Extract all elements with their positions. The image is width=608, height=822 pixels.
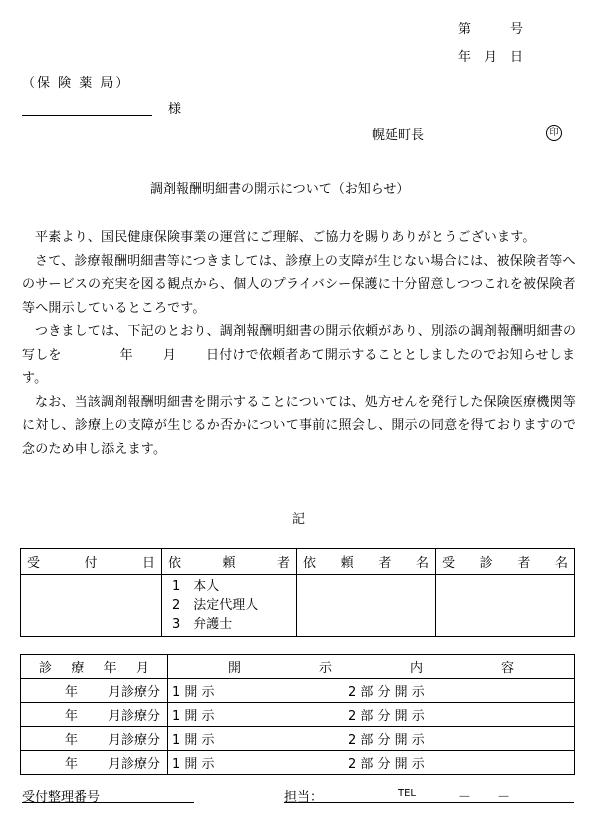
- seal-mark: 印: [546, 124, 562, 141]
- received-date-cell: [21, 575, 162, 637]
- addressee: （保 険 薬 局）: [22, 76, 131, 91]
- disclosure-table: [20, 654, 575, 775]
- person-in-charge-label: 担当：: [284, 790, 324, 805]
- honorific: 様: [168, 102, 182, 117]
- person-in-charge-line: [284, 802, 574, 803]
- document-title: 調剤報酬明細書の開示について（お知らせ）: [150, 182, 410, 197]
- header-disclosure-content: 開 示 内 容: [168, 655, 575, 679]
- requester-name-cell: [297, 575, 436, 637]
- header-treatment-month: 診 療 年 月: [21, 655, 168, 679]
- table-row: 年 月診療分 1 開 示 2 部 分 開 示: [21, 751, 575, 775]
- paragraph-3: つきましては、下記のとおり、調剤報酬明細書の開示依頼があり、別添の調剤報酬明細書の写しを 年 月 日付けで依頼者あて開示することとしましたのでお知らせします。: [22, 324, 577, 386]
- option-self: 1 本人: [172, 579, 220, 594]
- paragraph-2: さて、診療報酬明細書等につきましては、診療上の支障が生じない場合には、被保険者等へのサービスの充実を図る観点から、個人のプライバシー保護に十分留意しつつこれを被保険者等へ開示しているところです。: [22, 253, 576, 316]
- header-requester: 依 頼 者: [162, 549, 297, 575]
- table-row: 年 月診療分 1 開 示 2 部 分 開 示: [21, 679, 575, 703]
- header-patient-name: 受 診 者 名: [436, 549, 575, 575]
- option-legal-rep: 2 法定代理人: [172, 598, 259, 613]
- tel-dash: － －: [458, 790, 511, 805]
- body-text: [22, 226, 588, 461]
- table-row: 年 月診療分 1 開 示 2 部 分 開 示: [21, 703, 575, 727]
- receipt-number-label: 受付整理番号: [22, 790, 101, 805]
- document-date: 年 月 日: [458, 50, 524, 65]
- addressee-line: [22, 115, 152, 116]
- receipt-number-line: [22, 802, 194, 803]
- patient-name-cell: [436, 575, 575, 637]
- sender: 幌延町長: [372, 128, 425, 143]
- header-received-date: 受 付 日: [21, 549, 162, 575]
- paragraph-1: 平素より、国民健康保険事業の運営にご理解、ご協力を賜りありがとうございます。: [35, 230, 536, 245]
- tel-label: TEL: [398, 788, 416, 799]
- header-requester-name: 依 頼 者 名: [297, 549, 436, 575]
- request-table: [20, 548, 575, 637]
- document-number: 第 号: [458, 22, 524, 37]
- option-lawyer: 3 弁護士: [172, 617, 233, 632]
- ki-label: 記: [292, 512, 306, 527]
- requester-options: [162, 575, 297, 637]
- paragraph-4: なお、当該調剤報酬明細書を開示することについては、処方せんを発行した保険医療機関等に対し、診療上の支障が生じるか否かについて事前に照会し、開示の同意を得ておりますので念のため申し添えます。: [22, 394, 577, 457]
- table-row: 年 月診療分 1 開 示 2 部 分 開 示: [21, 727, 575, 751]
